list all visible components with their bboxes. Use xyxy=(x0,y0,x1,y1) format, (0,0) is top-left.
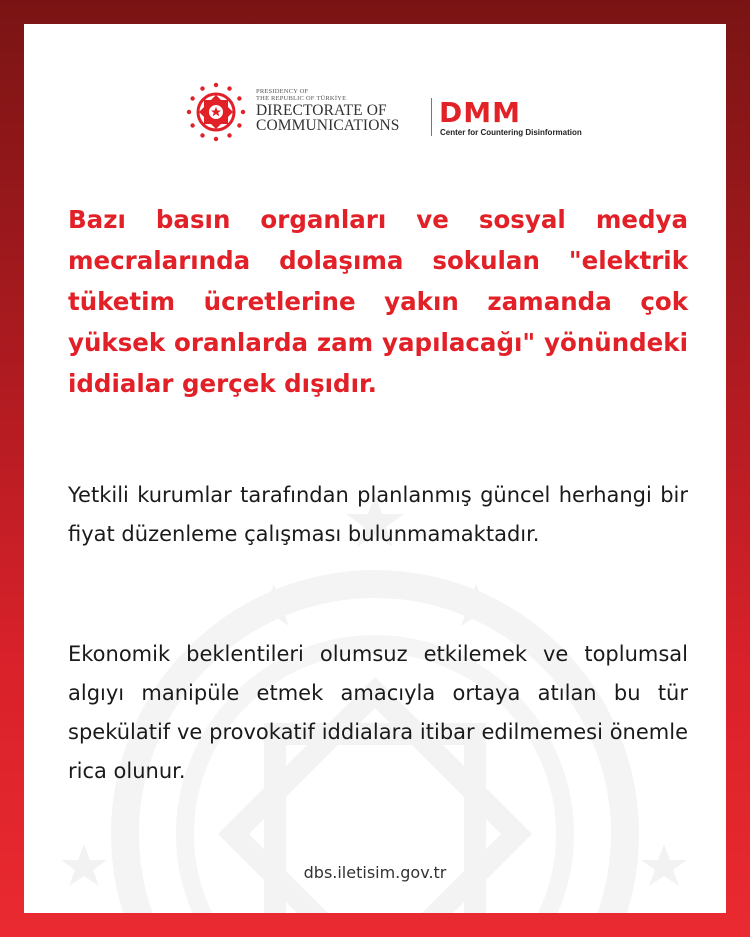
dmm-logo: DMM xyxy=(439,96,521,129)
directorate-title-line-2: COMMUNICATIONS xyxy=(256,117,400,134)
headline: Bazı basın organları ve sosyal medya mecralarında dolaşıma sokulan "elektrik tüketim ücretlerine yakın zamanda çok yüksek oranlarda zam yapılacağı" yönündeki iddialar gerçek dışıdır. xyxy=(68,205,688,398)
directorate-small-line-2: THE REPUBLIC OF TÜRKİYE xyxy=(256,95,347,102)
directorate-small-line-1: PRESIDENCY OF xyxy=(256,88,309,95)
dmm-subtitle: Center for Countering Disinformation xyxy=(440,128,582,137)
logo-divider xyxy=(431,98,432,136)
directorate-title xyxy=(256,103,400,133)
footer-url: dbs.iletisim.gov.tr xyxy=(303,863,447,882)
presidential-seal-icon xyxy=(184,80,248,144)
paragraph-2: Ekonomik beklentileri olumsuz etkilemek ve toplumsal algıyı manipüle etmek amacıyla ortaya atılan bu tür spekülatif ve provokatif iddialara itibar edilmemesi önemle rica olunur. xyxy=(68,642,688,783)
header-logos xyxy=(184,80,604,150)
directorate-small-text xyxy=(256,88,346,102)
directorate-title-line-1: DIRECTORATE OF xyxy=(256,102,387,119)
paragraph-1: Yetkili kurumlar tarafından planlanmış güncel herhangi bir fiyat düzenleme çalışması bulunmamaktadır. xyxy=(68,483,688,546)
announcement-card xyxy=(24,24,726,913)
